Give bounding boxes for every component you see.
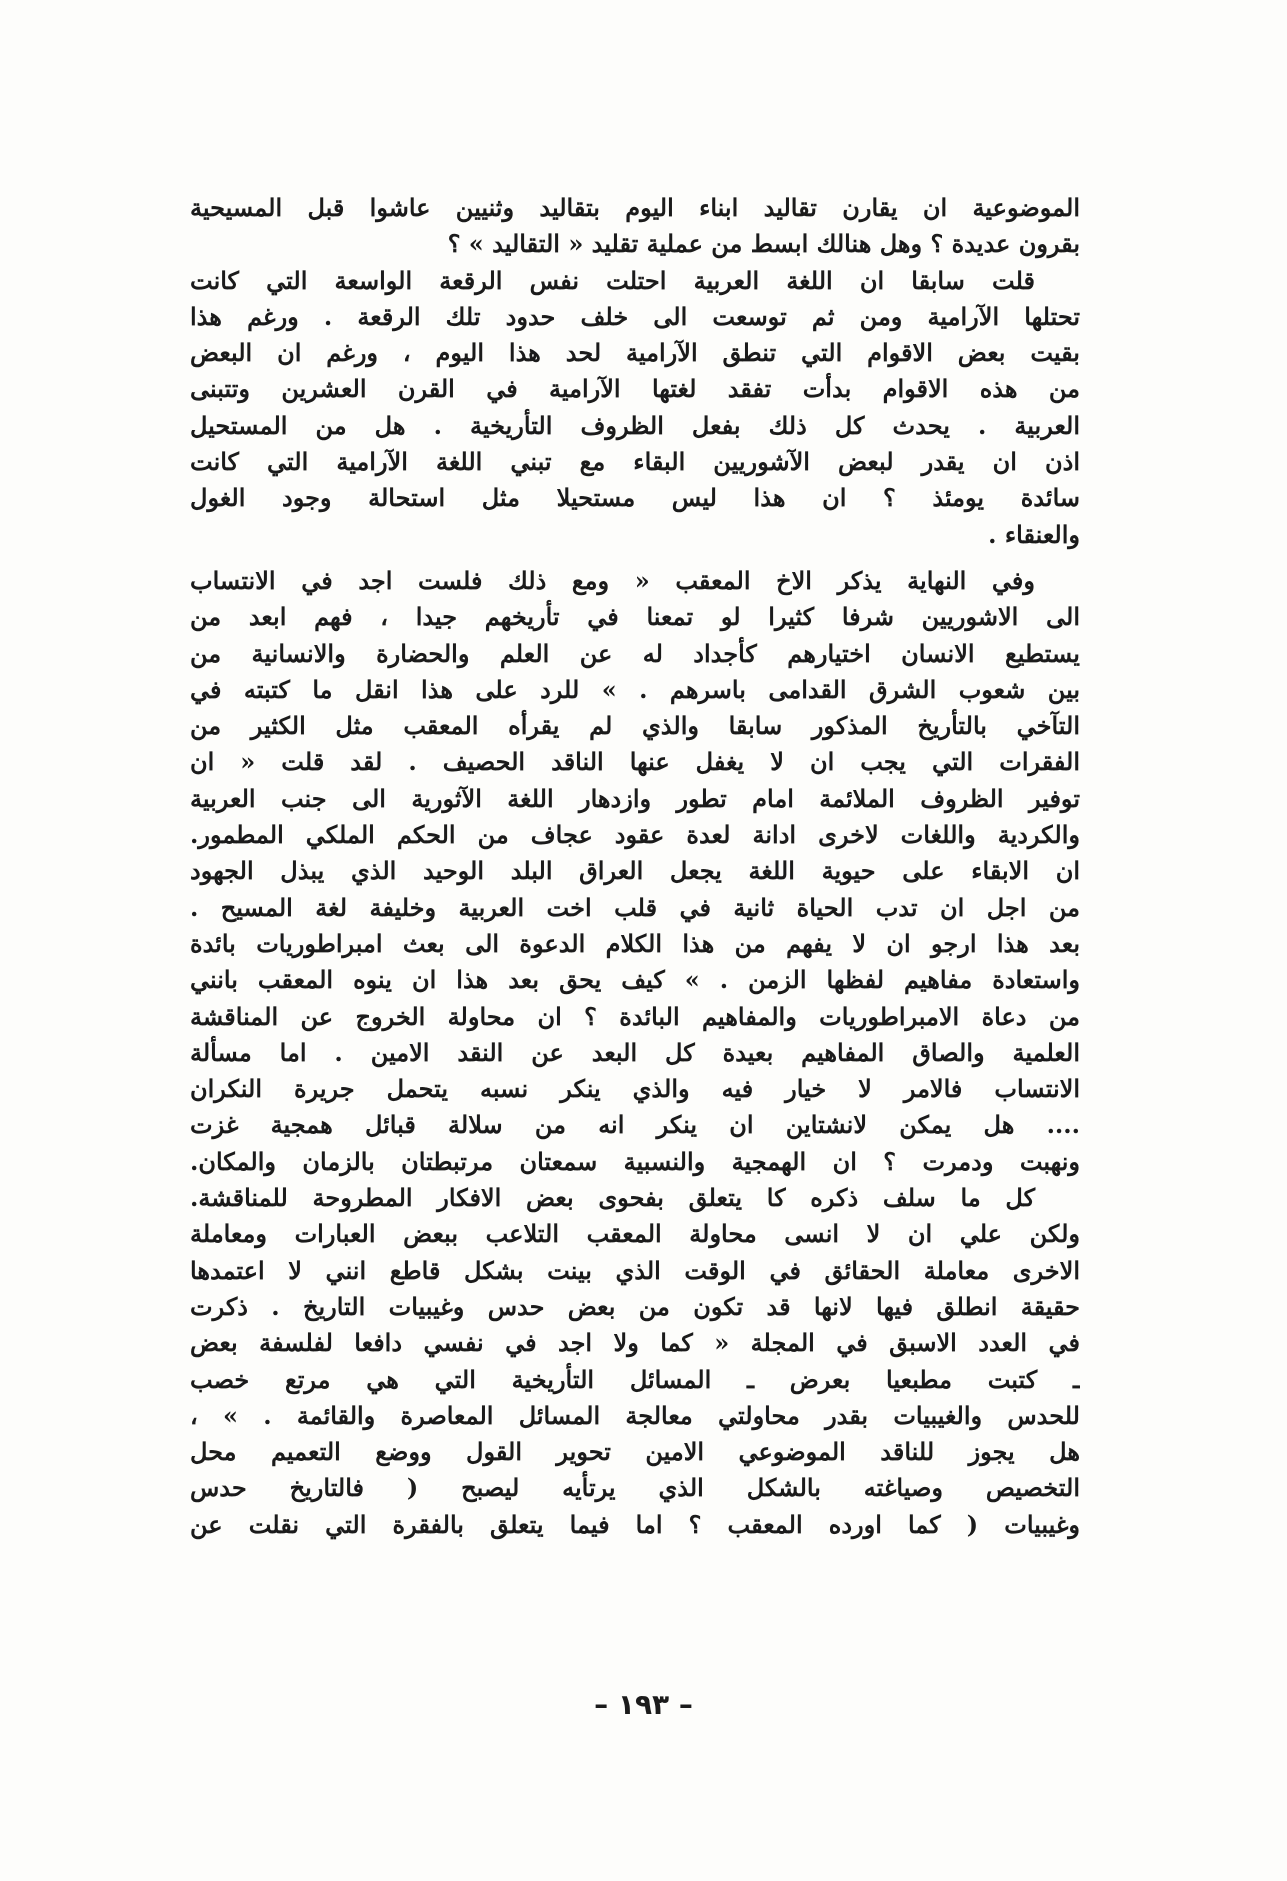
- text-line: واستعادة مفاهيم لفظها الزمن . » كيف يحق بعد هذا ان ينوه المعقب بانني: [190, 965, 1080, 995]
- text-line: التآخي بالتأريخ المذكور سابقا والذي لم يقرأه المعقب مثل الكثير من: [190, 711, 1080, 741]
- text-line: سائدة يومئذ ؟ ان هذا ليس مستحيلا مثل استحالة وجود الغول: [190, 483, 1080, 513]
- text-line: الانتساب فالامر لا خيار فيه والذي ينكر نسبه يتحمل جريرة النكران: [190, 1074, 1080, 1104]
- text-line: توفير الظروف الملائمة امام تطور وازدهار اللغة الآثورية الى جنب العربية: [190, 783, 1080, 813]
- text-line: تحتلها الآرامية ومن ثم توسعت الى خلف حدود تلك الرقعة . ورغم هذا: [190, 301, 1080, 331]
- text-line: ان الابقاء على حيوية اللغة يجعل العراق البلد الوحيد الذي يبذل الجهود: [190, 856, 1080, 886]
- paragraph-start-line: كل ما سلف ذكره كا يتعلق بفحوى بعض الافكار المطروحة للمناقشة.: [190, 1183, 1035, 1213]
- text-line: ونهبت ودمرت ؟ ان الهمجية والنسبية سمعتان مرتبطتان بالزمان والمكان.: [190, 1146, 1080, 1176]
- paragraph-start-line: وفي النهاية يذكر الاخ المعقب « ومع ذلك فلست اجد في الانتساب: [190, 565, 1035, 595]
- text-line: بقرون عديدة ؟ وهل هنالك ابسط من عملية تقليد « التقاليد » ؟: [447, 229, 1080, 259]
- text-line: يستطيع الانسان اختيارهم كأجداد له عن العلم والحضارة والانسانية من: [190, 638, 1080, 668]
- paragraph-start-line: قلت سابقا ان اللغة العربية احتلت نفس الرقعة الواسعة التي كانت: [190, 265, 1035, 295]
- text-line: وغيبيات ( كما اورده المعقب ؟ اما فيما يتعلق بالفقرة التي نقلت عن: [190, 1509, 1080, 1539]
- text-line: الفقرات التي يجب ان لا يغفل عنها الناقد الحصيف . لقد قلت « ان: [190, 747, 1080, 777]
- text-line: ـ كتبت مطبعيا بعرض ـ المسائل التأريخية التي هي مرتع خصب: [190, 1364, 1080, 1394]
- text-line: حقيقة انطلق فيها لانها قد تكون من بعض حدس وغيبيات التاريخ . ذكرت: [190, 1291, 1080, 1321]
- text-line: والعنقاء .: [988, 519, 1080, 549]
- text-line: من دعاة الامبراطوريات والمفاهيم البائدة ؟ ان محاولة الخروج عن المناقشة: [190, 1001, 1080, 1031]
- text-line: ولكن علي ان لا انسى محاولة المعقب التلاعب ببعض العبارات ومعاملة: [190, 1219, 1080, 1249]
- text-line: بقيت بعض الاقوام التي تنطق الآرامية لحد هذا اليوم ، ورغم ان البعض: [190, 338, 1080, 368]
- text-line: بعد هذا ارجو ان لا يفهم من هذا الكلام الدعوة الى بعث امبراطوريات بائدة: [190, 928, 1080, 958]
- text-line: اذن ان يقدر لبعض الآشوريين البقاء مع تبني اللغة الآرامية التي كانت: [190, 447, 1080, 477]
- text-line: للحدس والغيبيات بقدر محاولتي معالجة المسائل المعاصرة والقائمة . » ،: [190, 1400, 1080, 1430]
- text-line: الى الاشوريين شرفا كثيرا لو تمعنا في تأريخهم جيدا ، فهم ابعد من: [190, 602, 1080, 632]
- text-line: العربية . يحدث كل ذلك بفعل الظروف التأريخية . هل من المستحيل: [190, 410, 1080, 440]
- text-line: هل يجوز للناقد الموضوعي الامين تحوير القول ووضع التعميم محل: [190, 1437, 1080, 1467]
- text-line: من اجل ان تدب الحياة ثانية في قلب اخت العربية وخليفة لغة المسيح .: [190, 892, 1080, 922]
- text-line: العلمية والصاق المفاهيم بعيدة كل البعد عن النقد الامين . اما مسألة: [190, 1037, 1080, 1067]
- text-line: .... هل يمكن لانشتاين ان ينكر انه من سلالة قبائل همجية غزت: [190, 1110, 1080, 1140]
- text-line: والكردية واللغات لاخرى ادانة لعدة عقود عجاف من الحكم الملكي المطمور.: [190, 820, 1080, 850]
- text-line: في العدد الاسبق في المجلة « كما ولا اجد في نفسي دافعا لفلسفة بعض: [190, 1328, 1080, 1358]
- body-text: [190, 190, 1080, 1543]
- text-line: الموضوعية ان يقارن تقاليد ابناء اليوم بتقاليد وثنيين عاشوا قبل المسيحية: [190, 193, 1080, 222]
- text-line: التخصيص وصياغته بالشكل الذي يرتأيه ليصبح ( فالتاريخ حدس: [190, 1473, 1080, 1503]
- text-line: الاخرى معاملة الحقائق في الوقت الذي بينت بشكل قاطع انني لا اعتمدها: [190, 1255, 1080, 1285]
- text-line: من هذه الاقوام بدأت تفقد لغتها الآرامية في القرن العشرين وتتبنى: [190, 374, 1080, 404]
- text-line: بين شعوب الشرق القدامى باسرهم . » للرد على هذا انقل ما كتبته في: [190, 674, 1080, 704]
- page-number: – ١٩٣ –: [594, 1688, 693, 1721]
